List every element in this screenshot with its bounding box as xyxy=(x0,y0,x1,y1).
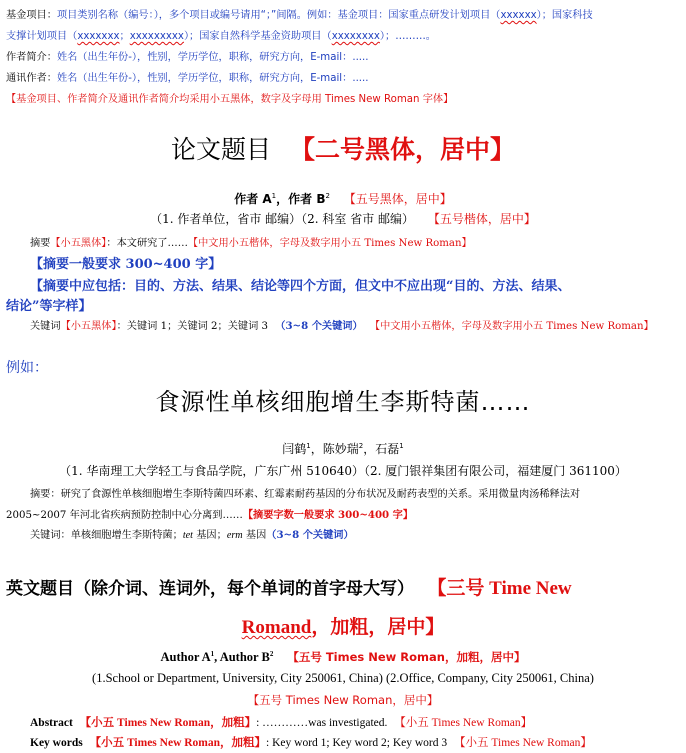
template-authors xyxy=(0,190,686,207)
example-keywords xyxy=(30,526,354,541)
example-keywords-label: 关键词： xyxy=(30,530,71,541)
english-affiliation: (1.School or Department, University, City 250061, China) (2.Office, Company, City 250061, China) xyxy=(92,671,594,685)
english-title-line1 xyxy=(6,573,572,600)
keywords-label: 关键词 xyxy=(30,321,61,332)
example-author-3-sup: 1 xyxy=(399,442,404,450)
example-abstract-label: 摘要： xyxy=(30,489,61,500)
example-author-1-sup: 1 xyxy=(306,442,311,450)
fund-text: 项目类别名称（编号：），多个项目或编号请用“；”间隔。例如：基金项目：国家重点研发计划项目（ xyxy=(56,10,501,21)
template-abstract xyxy=(30,234,472,249)
abstract-requirement-2b: 结论”等字样】 xyxy=(6,299,92,314)
fund-label: 基金项目： xyxy=(6,10,57,21)
abstract-font-note: 【中文用小五楷体，字母及数字用小五 Times New Roman】 xyxy=(187,238,472,249)
example-author-3: ，石磊 xyxy=(363,442,400,456)
author-intro-line xyxy=(6,48,369,63)
affiliation-text: （1. 作者单位，省市 邮编）（2. 科室 省市 邮编） xyxy=(150,212,415,226)
english-keywords-label: Key words xyxy=(30,737,83,749)
english-author-a-sup: 1 xyxy=(210,649,215,658)
english-abstract-note: 【小五 Times New Roman，加粗】 xyxy=(79,717,257,729)
keywords-label-note: 【小五黑体】 xyxy=(60,321,117,332)
keywords-count: （3~8 个关键词） xyxy=(275,320,363,332)
abstract-label: 摘要 xyxy=(30,238,51,249)
author-a-sup: 1 xyxy=(271,192,277,200)
corresponding-author-text: 姓名（出生年份-），性别，学历学位，职称，研究方向，E-mail：..... xyxy=(56,73,369,84)
fund-line-1 xyxy=(6,6,593,21)
example-keywords-count: （3~8 个关键词） xyxy=(266,529,354,541)
template-title xyxy=(0,130,686,166)
example-authors xyxy=(0,440,686,457)
english-title-note-1: 【三号 Time New xyxy=(427,578,572,599)
english-title-cn: 英文题目（除介词、连词外，每个单词的首字母大写） xyxy=(6,579,414,599)
english-authors xyxy=(0,649,686,665)
example-abstract-line1 xyxy=(30,485,580,500)
english-abstract-text: : …………was investigated. xyxy=(256,717,388,729)
english-abstract-label: Abstract xyxy=(30,717,73,729)
author-intro-text: 姓名（出生年份-），性别，学历学位，职称，研究方向，E-mail：..... xyxy=(56,52,369,63)
example-abstract-req: 【摘要字数一般要求 300~400 字】 xyxy=(242,509,414,521)
example-title: 食源性单核细胞增生李斯特菌…… xyxy=(155,388,531,416)
keywords-text: ：关键词 1；关键词 2；关键词 3 xyxy=(116,321,269,332)
english-keywords xyxy=(30,734,592,750)
fund-line2-text-a: 支撑计划项目（ xyxy=(6,31,78,42)
english-abstract xyxy=(30,714,532,730)
example-keyword-2: 基因； xyxy=(193,530,227,541)
author-intro-label: 作者简介： xyxy=(6,52,57,63)
authors-note: 【五号黑体，居中】 xyxy=(343,192,452,206)
example-author-1: 闫鹤 xyxy=(282,442,307,456)
author-a: 作者 A xyxy=(234,192,272,206)
abstract-requirement-1: 【摘要一般要求 300~400 字】 xyxy=(30,257,222,272)
english-keywords-note-2: 【小五 Times New Roman】 xyxy=(454,737,592,749)
example-abstract-line2 xyxy=(6,506,413,521)
english-title-line2 xyxy=(0,612,686,639)
english-affiliation-note: 【五号 Times New Roman，居中】 xyxy=(247,693,439,707)
english-author-b: , Author B xyxy=(214,650,270,664)
fund-line2-text-b: ； xyxy=(119,31,130,42)
example-abstract-text-2: 2005~2007 年河北省疾病预防控制中心分离到…… xyxy=(6,510,243,521)
fund-line2-text-d: ）；………。 xyxy=(379,31,436,42)
english-author-b-sup: 2 xyxy=(269,649,274,658)
english-author-a: Author A xyxy=(160,650,211,664)
font-note: 【基金项目、作者简介及通讯作者简介均采用小五黑体，数字及字母用 Times New Roman 字体】 xyxy=(6,94,454,105)
english-abstract-note-2: 【小五 Times New Roman】 xyxy=(394,717,533,729)
english-authors-note: 【五号 Times New Roman，加粗，居中】 xyxy=(287,650,526,664)
example-keyword-1: 单核细胞增生李斯特菌； xyxy=(70,530,183,541)
example-affiliation: （1. 华南理工大学轻工与食品学院，广东广州 510640）（2. 厦门银祥集团有限公司，福建厦门 361100） xyxy=(59,464,627,478)
example-author-2: ，陈妙瑞 xyxy=(310,442,359,456)
keywords-font-note: 【中文用小五楷体，字母及数字用小五 Times New Roman】 xyxy=(369,321,654,332)
abstract-text: ：本文研究了…… xyxy=(106,238,188,249)
author-b: ，作者 B xyxy=(276,192,326,206)
fund-line-2 xyxy=(6,27,436,42)
template-affiliation xyxy=(0,210,686,227)
corresponding-author-label: 通讯作者： xyxy=(6,73,57,84)
fund-placeholder-3: xxxxxxxxx xyxy=(129,31,184,42)
english-keywords-text: : Key word 1; Key word 2; Key word 3 xyxy=(266,737,448,749)
author-b-sup: 2 xyxy=(325,192,330,200)
fund-placeholder-2: xxxxxxx xyxy=(77,31,120,42)
abstract-requirement-2a: 【摘要中应包括：目的、方法、结果、结论等四个方面，但文中不应出现“目的、方法、结果、 xyxy=(30,279,571,294)
abstract-label-note: 【小五黑体】 xyxy=(50,238,107,249)
fund-placeholder-4: xxxxxxxx xyxy=(331,31,380,42)
fund-placeholder-1: xxxxxx xyxy=(500,10,537,21)
english-title-note-2: ，加粗，居中】 xyxy=(311,616,445,638)
paper-title: 论文题目 xyxy=(170,135,271,164)
example-keyword-erm: erm xyxy=(226,530,243,541)
example-author-2-sup: 2 xyxy=(358,442,364,450)
example-keyword-tet: tet xyxy=(182,530,193,541)
affiliation-note: 【五号楷体，居中】 xyxy=(427,212,536,226)
fund-line2-text-c: ）；国家自然科学基金资助项目（ xyxy=(183,31,332,42)
corresponding-author-line xyxy=(6,69,369,84)
template-keywords xyxy=(30,317,654,332)
example-keyword-3: 基因 xyxy=(242,530,267,541)
english-keywords-note: 【小五 Times New Roman，加粗】 xyxy=(89,737,267,749)
english-title-note-romand: Romand xyxy=(241,617,312,638)
example-abstract-text-1: 研究了食源性单核细胞增生李斯特菌四环素、红霉素耐药基因的分布状况及耐药表型的关系。采用微量肉汤稀释法对 xyxy=(60,489,581,500)
fund-text-mid: ）；国家科技 xyxy=(536,10,593,21)
title-note: 【二号黑体，居中】 xyxy=(290,135,516,164)
example-label: 例如： xyxy=(6,360,48,376)
